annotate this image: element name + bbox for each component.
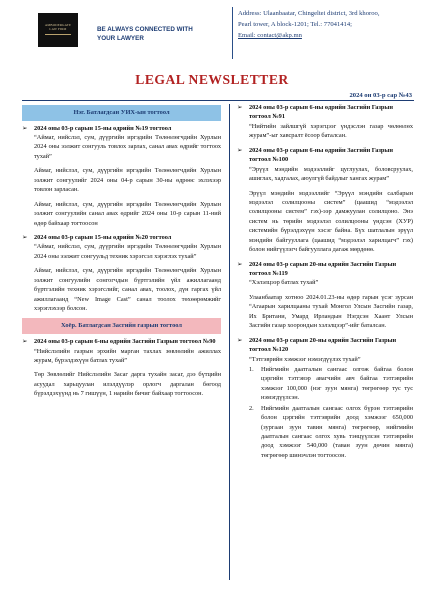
resolution-paragraph: Төр Зөвлөлийг Нийслэлийн Засаг дарга тухайн засаг, дээ бүтцийн асуудал харьцуулан илэлдүүлэр орлогч даргалан бөгоод бүрэлдэхүүнд нь 7 гишүүн, 1 нарийн бичиг байхаар тогтоосон.	[34, 371, 221, 398]
resolution-paragraph: Аймаг, нийслэл, сум, дүүргийн иргэдийн Төлөөлөгчдийн Хурлын ээлжит сонгуулийг 2024 оны 04-р сарын 30-ны өдрөөс эхлэхээр товлон зарласан.	[34, 167, 221, 194]
resolution-item	[22, 233, 221, 314]
resolution-subject: “Аймаг, нийслэл, сум, дүүргийн иргэдийн Төлөөлөгчдийн Хурлын 2024 оны ээлжит сонгуульд техник хэрэгсэл хэрэглэх тухай”	[34, 243, 221, 260]
resolution-subject: “Эрүүл мэндийн мэдээллийг цуглуулах, боловсруулах, ашиглах, хадгалах, аюулгүй байдлыг хангах журам”	[249, 165, 413, 183]
firm-logo	[38, 13, 78, 47]
issue-number: 2024 он 03-р сар №43	[349, 92, 412, 99]
tagline-line-1: BE ALWAYS CONNECTED WITH	[97, 26, 193, 33]
contact-info	[238, 8, 420, 41]
resolution-item	[22, 337, 221, 399]
email-link[interactable]: Email: contact@akp.mn	[238, 32, 302, 40]
resolution-subject: “Аймаг, нийслэл, сум, дүүргийн иргэдийн Төлөөлөгчдийн Хурлын 2024 оны ээлжит сонгууль товлох зарлах, санал авах өдрийг тогтоох тухай”	[34, 134, 221, 160]
resolution-item	[22, 124, 221, 228]
resolution-title: 2024 оны 03-р сарын 15-ны өдрийн №19 тогтоол	[34, 124, 172, 132]
resolution-title: 2024 оны 03-р сарын 20-ны өдрийн Засгийн Газрын тогтоол №119	[249, 260, 397, 277]
arrow-bullet-icon: ➢	[237, 260, 243, 268]
resolution-item	[237, 336, 413, 461]
resolution-title: 2024 оны 03-р сарын 20-ны өдрийн Засгийн Газрын тогтоол №120	[249, 336, 397, 354]
logo-subtitle: LAW FIRM	[49, 26, 67, 31]
resolution-paragraph: Улаанбаатар хотноо 2024.01.23-ны өдөр гарын үсэг зурсан “Агаарын харилцааны тухай Монгол Улсын Засгийн газар, Их Британи, Умард Ирландын Нэгдсэн Хаант Улсын Засгийн газар хоорондын хэлэлцээр”-ийг баталсан.	[249, 293, 413, 330]
arrow-bullet-icon: ➢	[22, 233, 28, 241]
resolution-title: 2024 оны 03-р сарын 6-ны өдрийн Засгийн Газрын тогтоол №91	[249, 104, 393, 121]
newsletter-header	[0, 0, 424, 68]
resolution-title: 2024 оны 03-р сарын 15-ны өдрийн №20 тогтоол	[34, 233, 172, 241]
resolution-title: 2024 оны 03-р сарын 6-ны өдрийн Засгийн Газрын тогтоол №100	[249, 146, 393, 164]
resolution-paragraph: Аймаг, нийслэл, сум, дүүргийн иргэдийн Төлөөлөгчдийн Хурлын ээлжит сонгуулийн сонгогчдын бүртгэлийн үйл ажиллагаанд бүртгэлийн техник хэрэгслийг, санал авах, тоолох, дүн гаргах үйл ажиллагаанд “New Image Cast” санал тоолох төхөөрөмжийг хэрэглэхээр болсон.	[34, 267, 221, 313]
point-text: Нийгмийн даатгалын сангаас олгох бүрэн тэтгэврийн болон цэргийн тэтгэврийн доод хэмжээг 650,000 (зургаан зуун тавин мянга) төгрөгөөр, нийгмийн даатгалын сангаас олгох хувь тэнцүүлсэн тэтгэврийн доод хэмжээг 540,000 (таван зуун дөчин мянга) төгрөгөөр шинэчлэн тогтоосон.	[261, 404, 413, 459]
resolution-subject: “Нийтийн зайлшгүй хэрэгцээг үндэслэн газар чөлөөлөх журам”-ыг хавсралт ёсоор баталсан.	[249, 122, 413, 140]
section-heading-parliament: Нэг. Батлагдсан УИХ-ын тогтоол	[22, 105, 221, 121]
arrow-bullet-icon: ➢	[237, 336, 243, 344]
left-column	[22, 105, 221, 404]
logo-name: AMBODERGATE	[44, 23, 72, 27]
section-heading-government: Хоёр. Батлагдсан Засгийн газрын тогтоол	[22, 318, 221, 334]
title-rule	[22, 100, 414, 101]
arrow-bullet-icon: ➢	[237, 146, 243, 154]
point-number: 1.	[249, 365, 254, 373]
resolution-item	[237, 146, 413, 255]
point-number: 2.	[249, 404, 254, 412]
address-line-2: Pearl tower, A block-1201; Tel.: 77041414;	[238, 21, 352, 29]
resolution-paragraph: Эрүүл мэндийн мэдээллийг “Эрүүл мэндийн салбарын мэдээлэл солилцооны систем” (цаашид “мэдээлэл солилцооны систем” гэх)-ээр дамжуулан солилцоно. Энэ систем нь төрийн мэдээлэл солилцооны үндсэн (ХУР) системийн бүрэлдэхүүн хэсэг байна. Бүх шатлалын эрүүл мэндийн байгууллага (цаашид “мэдээлэл харилцагч” гэх) болон нийгүүлэгч байгууллага дагаж мөрдөнө.	[249, 189, 413, 254]
arrow-bullet-icon: ➢	[22, 338, 28, 346]
logo-rule	[45, 34, 71, 35]
arrow-bullet-icon: ➢	[237, 104, 243, 111]
tagline-line-2: YOUR LAWYER	[97, 35, 144, 43]
numbered-point	[249, 404, 413, 461]
point-text: Нийгмийн даатгалын сангаас олгож байгаа болон цэргийн тэтгэвэр авагчийн авч байгаа тэтгэврийн хэмжээг 100,000 (нэг зуун мянга) төгрөгөөр тус тус нэмэгдүүлсэн.	[261, 365, 413, 402]
right-column	[237, 103, 413, 465]
resolution-subject: “Хэлэлцээр батлах тухай”	[249, 279, 319, 287]
newsletter-title: LEGAL NEWSLETTER	[135, 72, 289, 87]
resolution-subject: “Нийслэлийн газрын эрхийн марган тахлах зөвлөлийн ажиллах журам, бүрэлдэхүүн батлах тухай”	[34, 347, 221, 364]
address-line: Address: Ulaanbaatar, Chingeltei district, 3rd khoroo,	[238, 10, 380, 17]
arrow-bullet-icon: ➢	[22, 124, 28, 132]
tagline	[97, 25, 193, 43]
resolution-title: 2024 оны 03-р сарын 6-ны өдрийн Засгийн Газрын тогтоол №90	[34, 338, 216, 346]
numbered-point	[249, 365, 413, 403]
resolution-item	[237, 103, 413, 141]
resolution-paragraph: Аймаг, нийслэл, сум, дүүргийн иргэдийн Төлөөлөгчдийн Хурлын ээлжит сонгуулийн санал авах өдрийг 2024 оны 10-р сарын 11-ний өдөр байхаар тогтоосон	[34, 200, 221, 227]
column-divider	[229, 104, 230, 580]
header-divider	[232, 7, 233, 59]
resolution-item	[237, 260, 413, 331]
resolution-subject: “Тэтгэврийн хэмжээг нэмэгдүүлэх тухай”	[249, 355, 361, 363]
